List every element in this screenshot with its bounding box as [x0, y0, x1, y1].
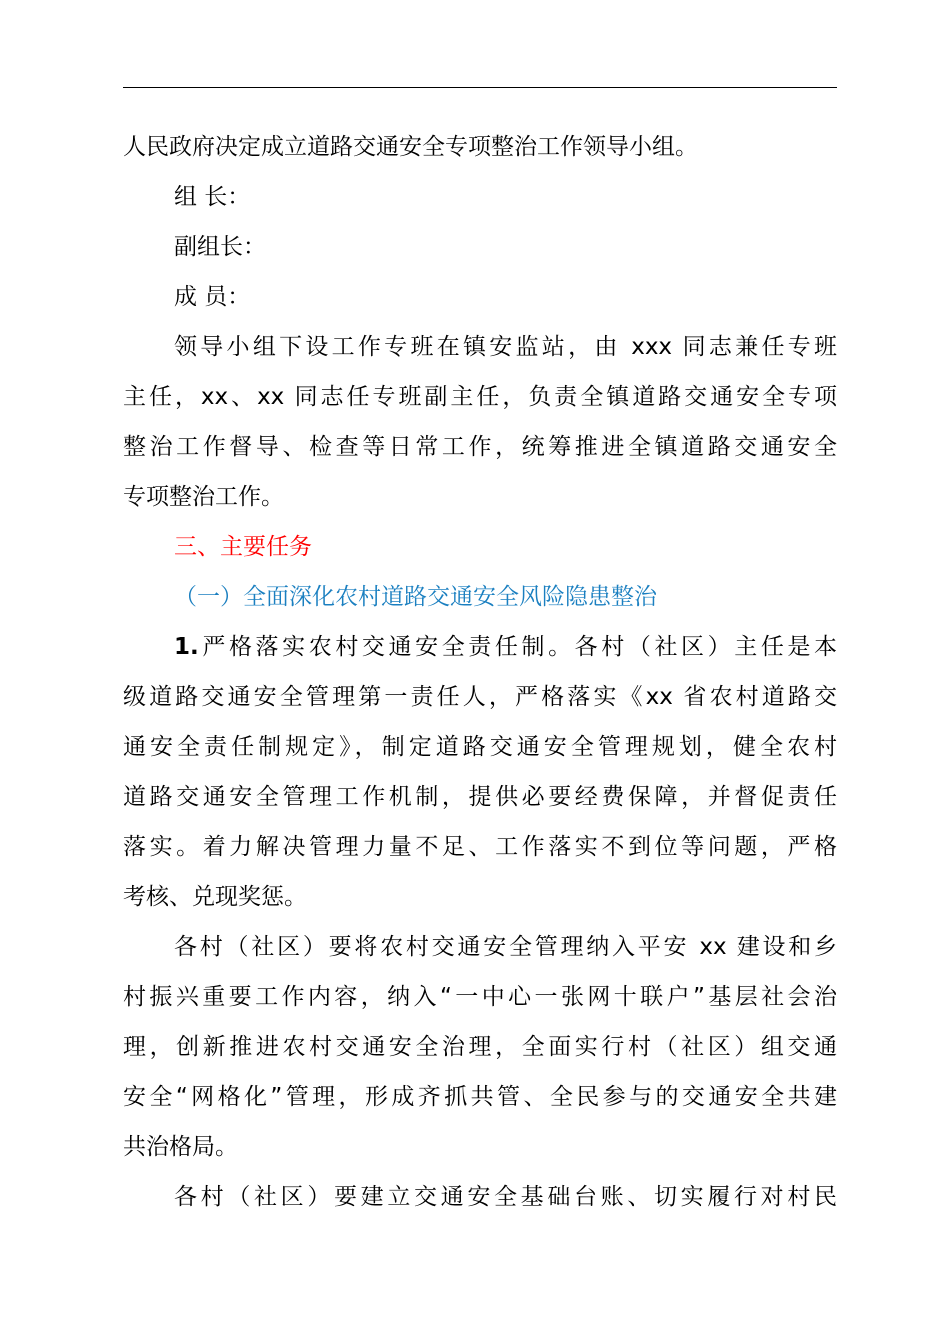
body-line: 通安全责任制规定》，制定道路交通安全管理规划，健全农村 — [123, 734, 837, 760]
numbered-paragraph-line — [123, 622, 837, 672]
section-heading: 三、主要任务 — [174, 534, 312, 560]
subsection-heading: （一）全面深化农村道路交通安全风险隐患整治 — [174, 584, 657, 610]
body-line: 专项整治工作。 — [123, 484, 284, 510]
body-line: 整治工作督导、检查等日常工作，统筹推进全镇道路交通安全 — [123, 434, 837, 460]
body-line: 人民政府决定成立道路交通安全专项整治工作领导小组。 — [123, 134, 698, 160]
body-line: 领导小组下设工作专班在镇安监站，由 xxx 同志兼任专班 — [174, 334, 837, 360]
members-label: 成 员： — [174, 284, 251, 310]
item-text: 严格落实农村交通安全责任制。各村（社区）主任是本 — [198, 634, 837, 660]
body-line: 共治格局。 — [123, 1134, 238, 1160]
body-line: 落实。着力解决管理力量不足、工作落实不到位等问题，严格 — [123, 834, 837, 860]
header-rule — [123, 87, 837, 88]
item-number: 1. — [174, 634, 199, 660]
team-leader-label: 组 长： — [174, 184, 251, 210]
body-line: 考核、兑现奖惩。 — [123, 884, 307, 910]
deputy-leader-label: 副组长： — [174, 234, 266, 260]
body-line: 各村（社区）要建立交通安全基础台账、切实履行对村民 — [174, 1184, 837, 1210]
body-line: 各村（社区）要将农村交通安全管理纳入平安 xx 建设和乡 — [174, 934, 837, 960]
body-line: 道路交通安全管理工作机制，提供必要经费保障，并督促责任 — [123, 784, 837, 810]
document-body — [123, 122, 837, 1222]
body-line: 安全“网格化”管理，形成齐抓共管、全民参与的交通安全共建 — [123, 1084, 837, 1110]
body-line: 理，创新推进农村交通安全治理，全面实行村（社区）组交通 — [123, 1034, 837, 1060]
body-line: 村振兴重要工作内容，纳入“一中心一张网十联户”基层社会治 — [123, 984, 837, 1010]
body-line: 主任，xx、xx 同志任专班副主任，负责全镇道路交通安全专项 — [123, 384, 837, 410]
body-line: 级道路交通安全管理第一责任人，严格落实《xx 省农村道路交 — [123, 684, 837, 710]
